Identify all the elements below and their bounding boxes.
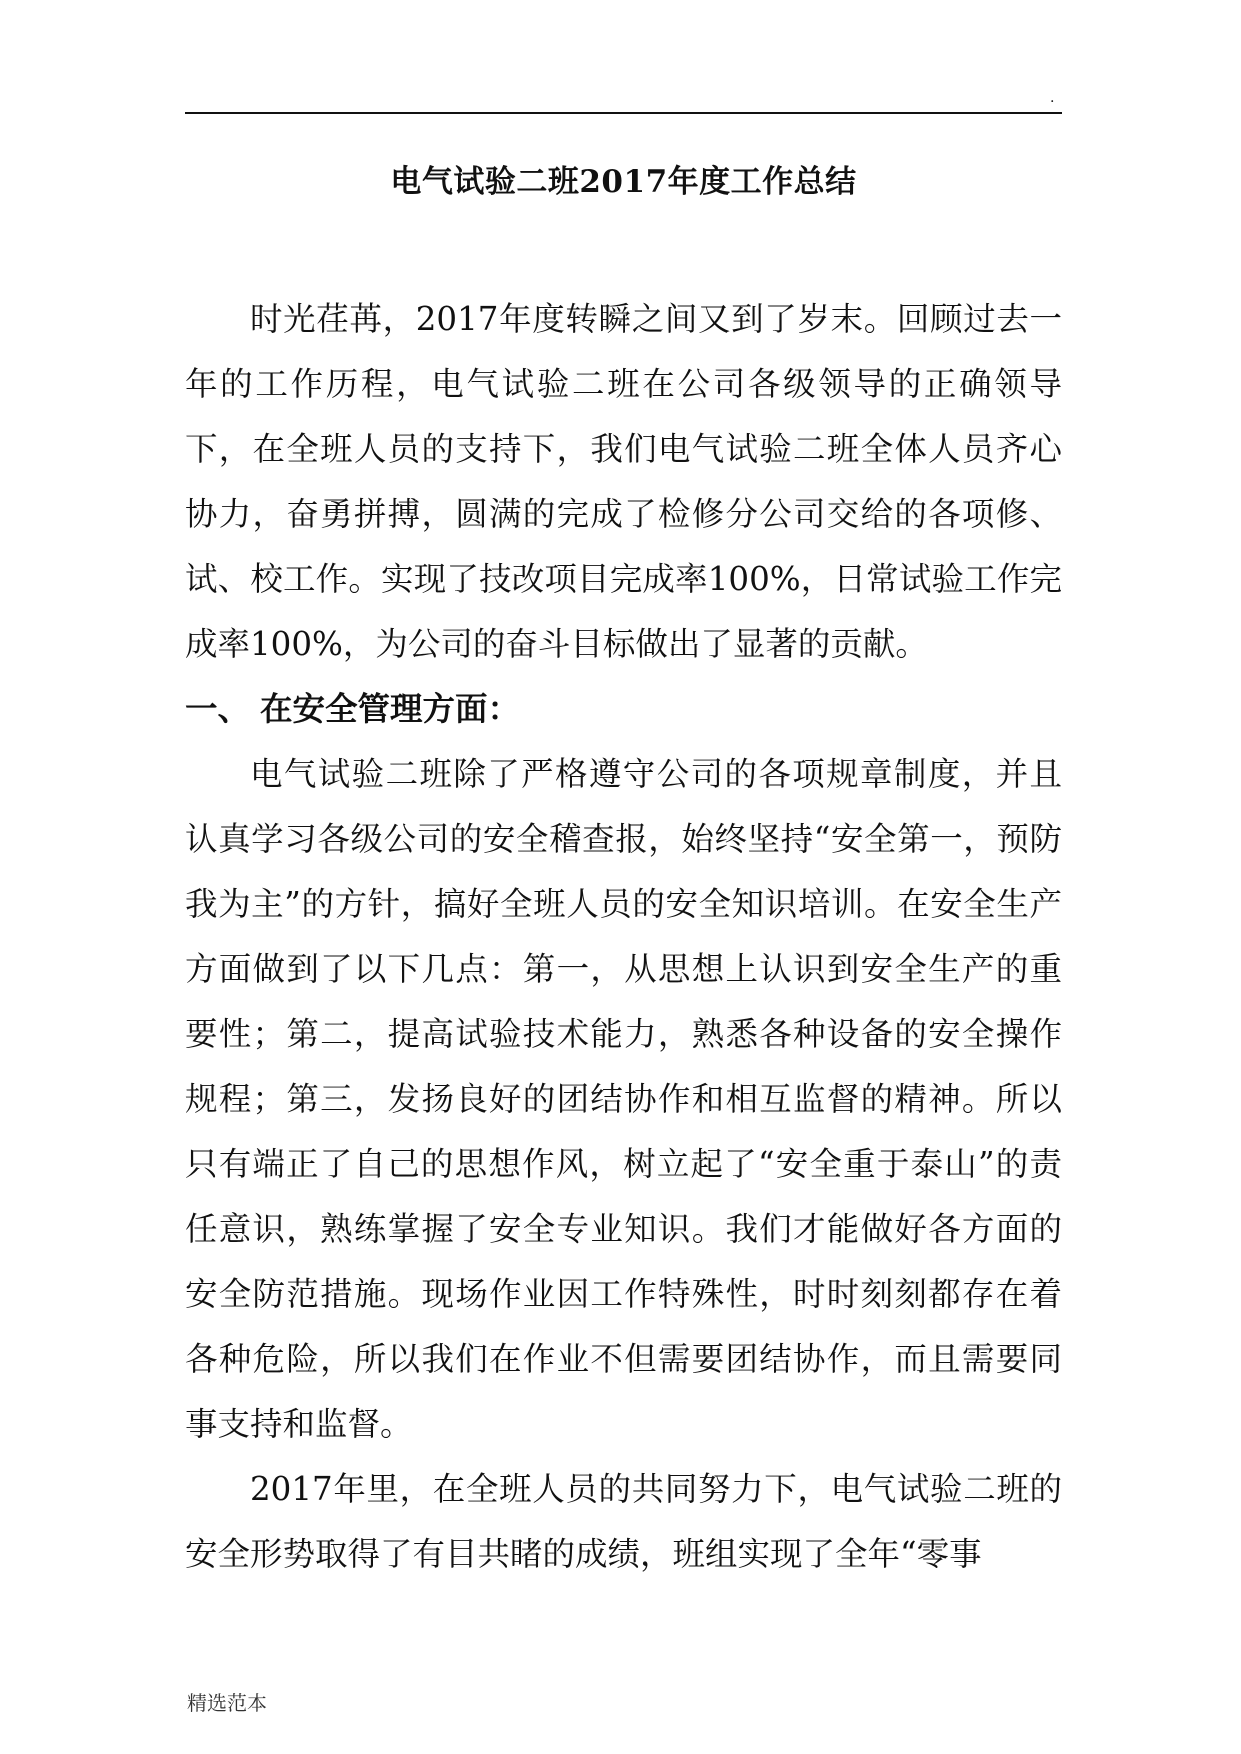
section-title: 在安全管理方面： [260, 690, 521, 728]
header-rule [185, 112, 1062, 114]
footer-label: 精选范本 [187, 1691, 267, 1715]
section-heading [185, 677, 1062, 742]
header-mark: . [1050, 90, 1055, 106]
document-body [185, 287, 1062, 1587]
document-title: 电气试验二班2017年度工作总结 [390, 164, 857, 200]
body-paragraph: 2017年里，在全班人员的共同努力下，电气试验二班的安全形势取得了有目共睹的成绩，班组实现了全年“零事 [185, 1470, 1062, 1573]
section-number: 一、 [185, 690, 251, 728]
intro-paragraph: 时光荏苒，2017年度转瞬之间又到了岁末。回顾过去一年的工作历程，电气试验二班在公司各级领导的正确领导下，在全班人员的支持下，我们电气试验二班全体人员齐心协力，奋勇拼搏，圆满的完成了检修分公司交给的各项修、试、校工作。实现了技改项目完成率100%，日常试验工作完成率100%，为公司的奋斗目标做出了显著的贡献。 [185, 300, 1062, 663]
body-paragraph: 电气试验二班除了严格遵守公司的各项规章制度，并且认真学习各级公司的安全稽查报，始终坚持“安全第一，预防我为主”的方针，搞好全班人员的安全知识培训。在安全生产方面做到了以下几点：第一，从思想上认识到安全生产的重要性；第二，提高试验技术能力，熟悉各种设备的安全操作规程；第三，发扬良好的团结协作和相互监督的精神。所以只有端正了自己的思想作风，树立起了“安全重于泰山”的责任意识，熟练掌握了安全专业知识。我们才能做好各方面的安全防范措施。现场作业因工作特殊性，时时刻刻都存在着各种危险，所以我们在作业不但需要团结协作，而且需要同事支持和监督。 [185, 755, 1062, 1443]
